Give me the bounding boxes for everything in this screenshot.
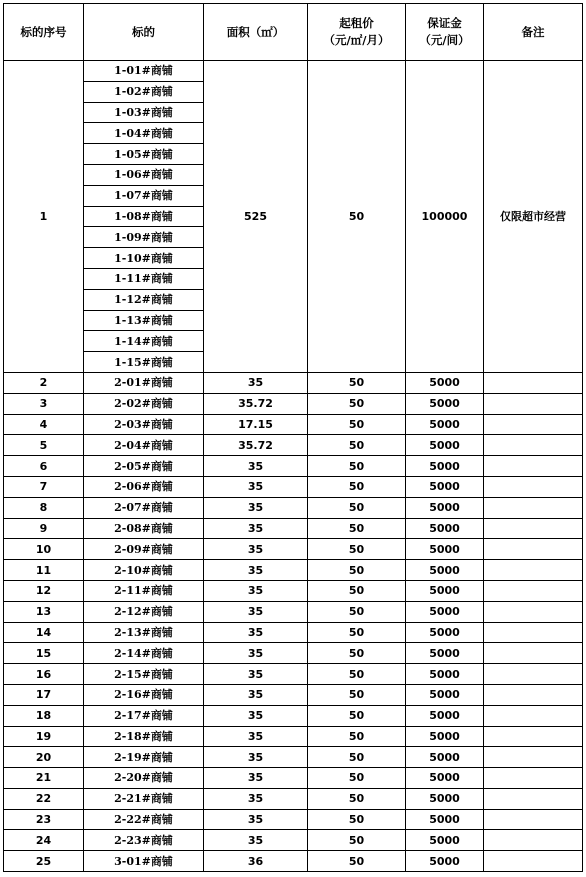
item-cell: 2-22#商铺	[84, 809, 204, 830]
area-cell: 35	[204, 768, 308, 789]
seq-cell: 6	[4, 456, 84, 477]
table-row	[4, 851, 583, 872]
header-deposit-unit: （元/间）	[419, 33, 470, 47]
item-cell: 1-15#商铺	[84, 352, 204, 373]
area-cell: 35	[204, 518, 308, 539]
item-cell: 2-07#商铺	[84, 497, 204, 518]
seq-cell: 17	[4, 684, 84, 705]
price-cell: 50	[308, 747, 406, 768]
price-cell: 50	[308, 705, 406, 726]
price-cell: 50	[308, 622, 406, 643]
note-cell	[484, 539, 583, 560]
note-cell	[484, 518, 583, 539]
table-row	[4, 518, 583, 539]
note-cell	[484, 393, 583, 414]
table-row	[4, 684, 583, 705]
seq-cell: 10	[4, 539, 84, 560]
deposit-cell: 5000	[406, 414, 484, 435]
area-cell: 35	[204, 539, 308, 560]
price-cell: 50	[308, 684, 406, 705]
table-row	[4, 664, 583, 685]
table-row	[4, 747, 583, 768]
area-cell: 35	[204, 684, 308, 705]
table-row	[4, 768, 583, 789]
seq-cell: 12	[4, 580, 84, 601]
lease-table	[3, 3, 583, 872]
table-row	[4, 726, 583, 747]
seq-cell: 22	[4, 788, 84, 809]
note-cell	[484, 601, 583, 622]
table-row	[4, 414, 583, 435]
table-row	[4, 539, 583, 560]
area-cell: 35	[204, 601, 308, 622]
note-cell	[484, 372, 583, 393]
item-cell: 1-06#商铺	[84, 164, 204, 185]
note-cell: 仅限超市经营	[484, 61, 583, 373]
note-cell	[484, 809, 583, 830]
note-cell	[484, 747, 583, 768]
price-cell: 50	[308, 580, 406, 601]
price-cell: 50	[308, 497, 406, 518]
note-cell	[484, 456, 583, 477]
item-cell: 2-04#商铺	[84, 435, 204, 456]
seq-cell: 14	[4, 622, 84, 643]
area-cell: 36	[204, 851, 308, 872]
deposit-cell: 5000	[406, 580, 484, 601]
item-cell: 1-10#商铺	[84, 248, 204, 269]
area-cell: 35	[204, 497, 308, 518]
seq-cell: 24	[4, 830, 84, 851]
price-cell: 50	[308, 539, 406, 560]
item-cell: 2-01#商铺	[84, 372, 204, 393]
price-cell: 50	[308, 601, 406, 622]
note-cell	[484, 830, 583, 851]
item-cell: 2-19#商铺	[84, 747, 204, 768]
area-cell: 35.72	[204, 435, 308, 456]
header-item: 标的	[84, 4, 204, 61]
table-row	[4, 788, 583, 809]
area-cell: 35	[204, 788, 308, 809]
area-cell: 35	[204, 622, 308, 643]
seq-cell: 13	[4, 601, 84, 622]
price-cell: 50	[308, 435, 406, 456]
note-cell	[484, 851, 583, 872]
seq-cell: 5	[4, 435, 84, 456]
seq-cell: 25	[4, 851, 84, 872]
note-cell	[484, 684, 583, 705]
item-cell: 2-14#商铺	[84, 643, 204, 664]
deposit-cell: 5000	[406, 684, 484, 705]
price-cell: 50	[308, 61, 406, 373]
item-cell: 2-16#商铺	[84, 684, 204, 705]
area-cell: 35	[204, 809, 308, 830]
deposit-cell: 5000	[406, 830, 484, 851]
item-cell: 2-23#商铺	[84, 830, 204, 851]
area-cell: 35	[204, 705, 308, 726]
deposit-cell: 5000	[406, 560, 484, 581]
price-cell: 50	[308, 726, 406, 747]
header-row	[4, 4, 583, 61]
seq-cell: 11	[4, 560, 84, 581]
table-row	[4, 580, 583, 601]
deposit-cell: 5000	[406, 788, 484, 809]
area-cell: 35	[204, 476, 308, 497]
deposit-cell: 5000	[406, 809, 484, 830]
note-cell	[484, 788, 583, 809]
item-cell: 1-04#商铺	[84, 123, 204, 144]
table-row	[4, 560, 583, 581]
header-price-title: 起租价	[339, 16, 374, 30]
area-cell: 35	[204, 372, 308, 393]
table-row	[4, 372, 583, 393]
item-cell: 2-13#商铺	[84, 622, 204, 643]
table-row	[4, 456, 583, 477]
item-cell: 2-02#商铺	[84, 393, 204, 414]
item-cell: 2-18#商铺	[84, 726, 204, 747]
deposit-cell: 5000	[406, 518, 484, 539]
price-cell: 50	[308, 414, 406, 435]
item-cell: 1-02#商铺	[84, 81, 204, 102]
seq-cell: 23	[4, 809, 84, 830]
seq-cell: 4	[4, 414, 84, 435]
item-cell: 1-13#商铺	[84, 310, 204, 331]
header-seq: 标的序号	[4, 4, 84, 61]
table-body	[4, 61, 583, 872]
note-cell	[484, 726, 583, 747]
note-cell	[484, 414, 583, 435]
table-row	[4, 435, 583, 456]
price-cell: 50	[308, 518, 406, 539]
item-cell: 2-15#商铺	[84, 664, 204, 685]
item-cell: 1-08#商铺	[84, 206, 204, 227]
item-cell: 2-21#商铺	[84, 788, 204, 809]
item-cell: 1-07#商铺	[84, 185, 204, 206]
price-cell: 50	[308, 768, 406, 789]
deposit-cell: 5000	[406, 664, 484, 685]
deposit-cell: 5000	[406, 372, 484, 393]
area-cell: 35	[204, 747, 308, 768]
deposit-cell: 100000	[406, 61, 484, 373]
area-cell: 525	[204, 61, 308, 373]
price-cell: 50	[308, 851, 406, 872]
seq-cell: 18	[4, 705, 84, 726]
item-cell: 2-20#商铺	[84, 768, 204, 789]
item-cell: 2-03#商铺	[84, 414, 204, 435]
item-cell: 2-12#商铺	[84, 601, 204, 622]
header-note: 备注	[484, 4, 583, 61]
note-cell	[484, 643, 583, 664]
deposit-cell: 5000	[406, 851, 484, 872]
area-cell: 35.72	[204, 393, 308, 414]
deposit-cell: 5000	[406, 705, 484, 726]
area-cell: 35	[204, 456, 308, 477]
deposit-cell: 5000	[406, 393, 484, 414]
seq-cell: 19	[4, 726, 84, 747]
table-row	[4, 705, 583, 726]
price-cell: 50	[308, 809, 406, 830]
price-cell: 50	[308, 788, 406, 809]
area-cell: 35	[204, 560, 308, 581]
seq-cell: 2	[4, 372, 84, 393]
seq-cell: 20	[4, 747, 84, 768]
price-cell: 50	[308, 456, 406, 477]
deposit-cell: 5000	[406, 622, 484, 643]
seq-cell: 16	[4, 664, 84, 685]
price-cell: 50	[308, 476, 406, 497]
deposit-cell: 5000	[406, 747, 484, 768]
item-cell: 3-01#商铺	[84, 851, 204, 872]
header-deposit	[406, 4, 484, 61]
table-row	[4, 830, 583, 851]
header-deposit-title: 保证金	[427, 16, 462, 30]
item-cell: 2-10#商铺	[84, 560, 204, 581]
item-cell: 1-12#商铺	[84, 289, 204, 310]
header-price-unit: （元/㎡/月）	[323, 33, 390, 47]
note-cell	[484, 664, 583, 685]
item-cell: 1-11#商铺	[84, 268, 204, 289]
deposit-cell: 5000	[406, 476, 484, 497]
seq-cell: 9	[4, 518, 84, 539]
table-row	[4, 61, 583, 82]
table-row	[4, 622, 583, 643]
price-cell: 50	[308, 664, 406, 685]
note-cell	[484, 580, 583, 601]
item-cell: 2-11#商铺	[84, 580, 204, 601]
deposit-cell: 5000	[406, 456, 484, 477]
price-cell: 50	[308, 830, 406, 851]
table-row	[4, 809, 583, 830]
note-cell	[484, 497, 583, 518]
header-area: 面积（㎡）	[204, 4, 308, 61]
seq-cell: 8	[4, 497, 84, 518]
deposit-cell: 5000	[406, 601, 484, 622]
item-cell: 1-09#商铺	[84, 227, 204, 248]
deposit-cell: 5000	[406, 497, 484, 518]
deposit-cell: 5000	[406, 768, 484, 789]
header-price	[308, 4, 406, 61]
note-cell	[484, 435, 583, 456]
item-cell: 2-08#商铺	[84, 518, 204, 539]
item-cell: 2-05#商铺	[84, 456, 204, 477]
note-cell	[484, 768, 583, 789]
area-cell: 35	[204, 664, 308, 685]
deposit-cell: 5000	[406, 435, 484, 456]
note-cell	[484, 560, 583, 581]
table-row	[4, 497, 583, 518]
seq-cell: 15	[4, 643, 84, 664]
table-row	[4, 643, 583, 664]
note-cell	[484, 705, 583, 726]
price-cell: 50	[308, 372, 406, 393]
deposit-cell: 5000	[406, 643, 484, 664]
price-cell: 50	[308, 560, 406, 581]
deposit-cell: 5000	[406, 539, 484, 560]
seq-cell: 1	[4, 61, 84, 373]
note-cell	[484, 622, 583, 643]
price-cell: 50	[308, 643, 406, 664]
seq-cell: 21	[4, 768, 84, 789]
item-cell: 2-06#商铺	[84, 476, 204, 497]
table-row	[4, 601, 583, 622]
deposit-cell: 5000	[406, 726, 484, 747]
item-cell: 2-17#商铺	[84, 705, 204, 726]
area-cell: 35	[204, 726, 308, 747]
item-cell: 1-03#商铺	[84, 102, 204, 123]
area-cell: 35	[204, 830, 308, 851]
item-cell: 2-09#商铺	[84, 539, 204, 560]
item-cell: 1-01#商铺	[84, 61, 204, 82]
item-cell: 1-05#商铺	[84, 144, 204, 165]
seq-cell: 7	[4, 476, 84, 497]
seq-cell: 3	[4, 393, 84, 414]
table-row	[4, 476, 583, 497]
area-cell: 35	[204, 643, 308, 664]
area-cell: 17.15	[204, 414, 308, 435]
item-cell: 1-14#商铺	[84, 331, 204, 352]
note-cell	[484, 476, 583, 497]
price-cell: 50	[308, 393, 406, 414]
area-cell: 35	[204, 580, 308, 601]
table-row	[4, 393, 583, 414]
